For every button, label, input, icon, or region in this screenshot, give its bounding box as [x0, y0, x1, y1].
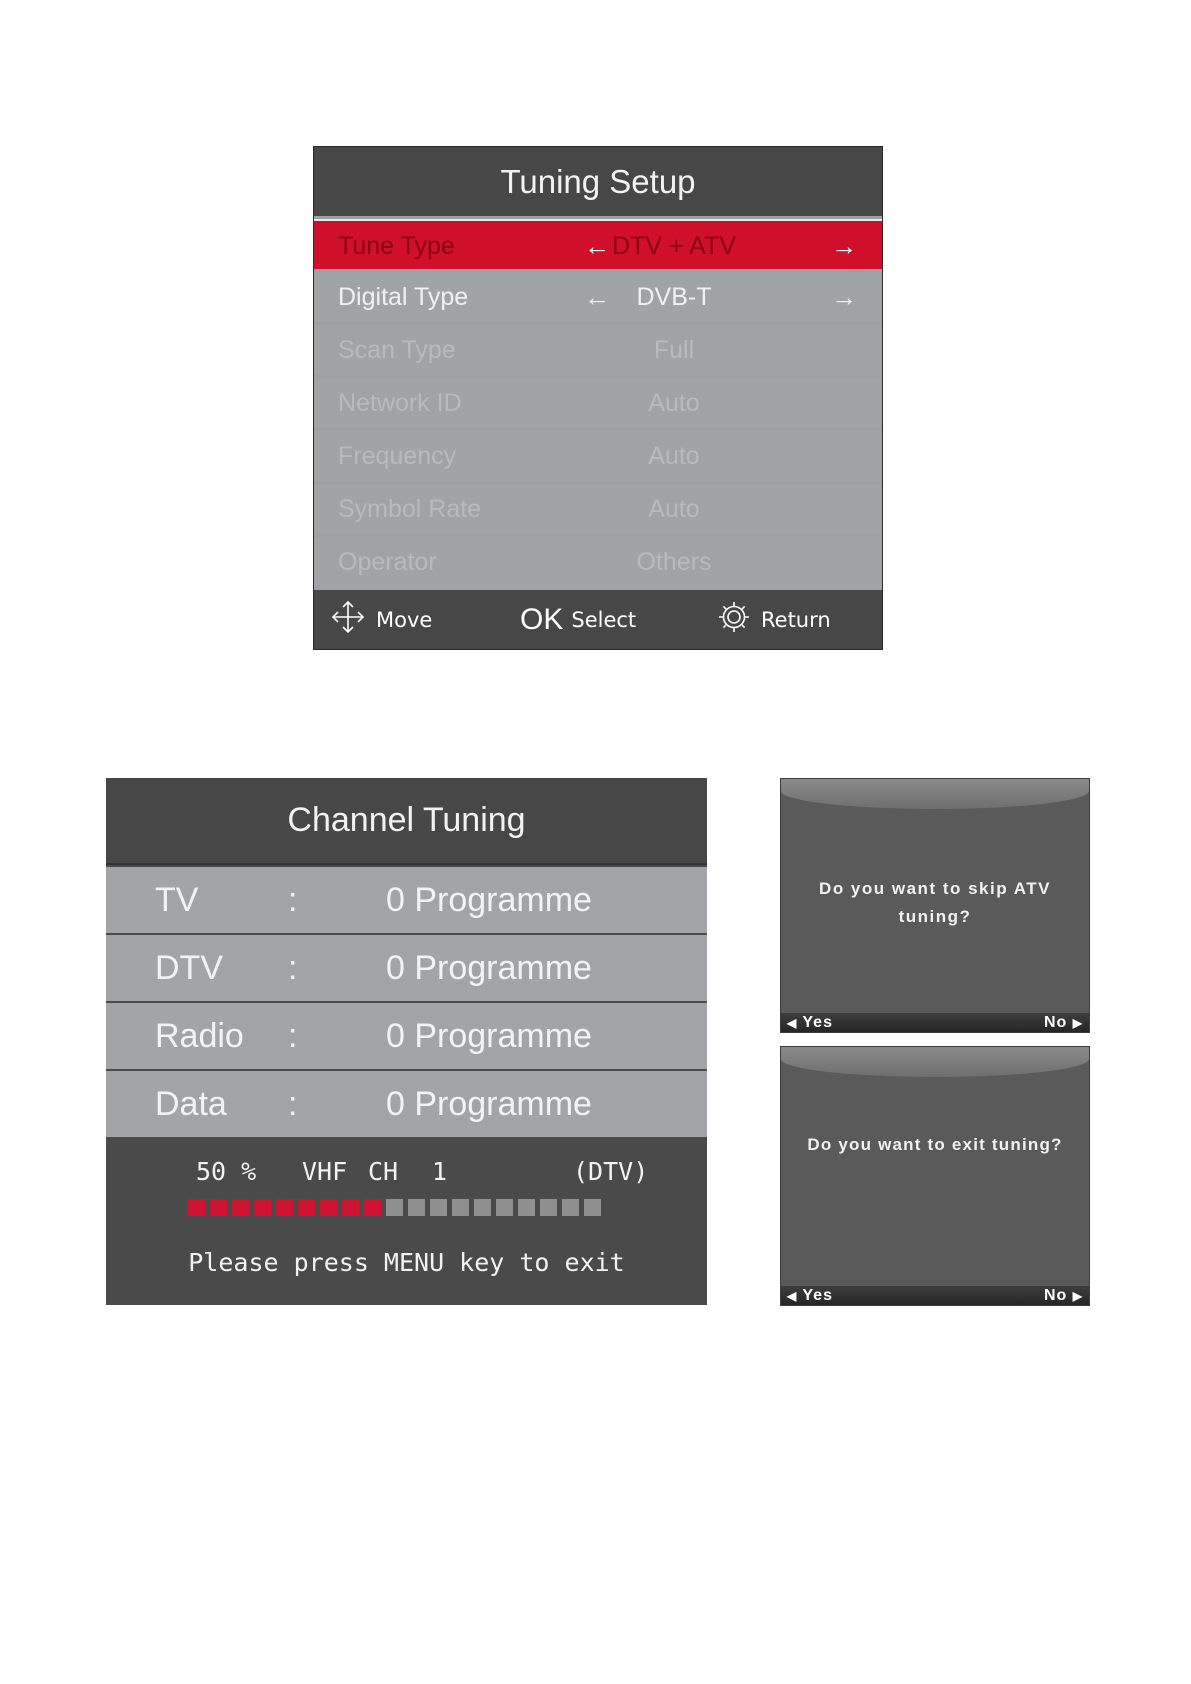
no-button[interactable]	[1044, 1013, 1083, 1033]
yes-label: Yes	[802, 1287, 833, 1304]
row-frequency: Frequency Auto	[314, 431, 882, 481]
dialog-message-line: tuning?	[898, 907, 972, 926]
count-separator: :	[288, 1017, 298, 1055]
progress-bar	[188, 1199, 601, 1216]
count-value: 0 Programme	[386, 1085, 592, 1123]
exit-tuning-dialog	[780, 1046, 1090, 1306]
yes-label: Yes	[802, 1014, 833, 1031]
progress-segment-empty	[452, 1199, 469, 1216]
dialog-message	[791, 875, 1079, 931]
band-label: VHF	[302, 1157, 348, 1186]
row-label: Digital Type	[338, 283, 469, 311]
footer-return-label: Return	[761, 607, 831, 632]
dialog-message-line: Do you want to skip ATV	[819, 879, 1051, 898]
channel-number: 1	[432, 1157, 448, 1186]
count-row-radio	[106, 1003, 707, 1069]
tuning-setup-title: Tuning Setup	[314, 147, 882, 216]
skip-atv-dialog	[780, 778, 1090, 1033]
dialog-button-bar	[781, 1286, 1089, 1305]
progress-segment-empty	[584, 1199, 601, 1216]
progress-segment-empty	[386, 1199, 403, 1216]
count-label: TV	[155, 881, 199, 919]
tuning-mode: (DTV)	[573, 1157, 649, 1186]
count-value: 0 Programme	[386, 949, 592, 987]
dialog-message	[781, 1131, 1089, 1159]
count-separator: :	[288, 881, 298, 919]
row-symbol-rate: Symbol Rate Auto	[314, 484, 882, 534]
count-label: Data	[155, 1085, 227, 1123]
count-label: Radio	[155, 1017, 244, 1055]
row-label: Symbol Rate	[338, 495, 482, 523]
progress-segment-empty	[496, 1199, 513, 1216]
ok-key-icon: OK	[520, 602, 564, 636]
triangle-left-icon: ◀	[787, 1289, 798, 1303]
triangle-right-icon: ▶	[1072, 1289, 1083, 1303]
progress-segment-empty	[518, 1199, 535, 1216]
row-label: Network ID	[338, 389, 462, 417]
count-row-data	[106, 1071, 707, 1137]
row-label: Tune Type	[338, 232, 455, 260]
row-digital-type[interactable]: Digital Type ← DVB-T →	[314, 272, 882, 322]
dialog-button-bar	[781, 1013, 1089, 1032]
row-label: Operator	[338, 548, 437, 576]
progress-segment-empty	[562, 1199, 579, 1216]
count-separator: :	[288, 1085, 298, 1123]
progress-segment-empty	[474, 1199, 491, 1216]
dialog-header	[781, 1047, 1089, 1077]
triangle-right-icon: ▶	[1072, 1016, 1083, 1030]
progress-segment-filled	[254, 1199, 271, 1216]
count-row-dtv	[106, 935, 707, 1001]
arrow-right-icon[interactable]: →	[831, 282, 857, 312]
yes-button[interactable]	[787, 1013, 833, 1033]
tuning-setup-footer	[314, 590, 882, 649]
footer-select	[520, 590, 636, 649]
no-button[interactable]	[1044, 1286, 1083, 1306]
progress-segment-filled	[298, 1199, 315, 1216]
ch-label: CH	[368, 1157, 399, 1186]
row-network-id: Network ID Auto	[314, 378, 882, 428]
tuning-setup-panel	[313, 146, 883, 650]
progress-percent: 50 %	[196, 1157, 257, 1186]
progress-segment-empty	[408, 1199, 425, 1216]
footer-move	[330, 590, 432, 649]
footer-move-label: Move	[376, 607, 433, 632]
row-label: Scan Type	[338, 336, 456, 364]
progress-segment-empty	[540, 1199, 557, 1216]
progress-segment-filled	[364, 1199, 381, 1216]
arrow-right-icon[interactable]: →	[831, 231, 857, 261]
footer-select-label: Select	[571, 607, 637, 632]
count-row-tv	[106, 867, 707, 933]
progress-segment-filled	[342, 1199, 359, 1216]
count-separator: :	[288, 949, 298, 987]
count-value: 0 Programme	[386, 881, 592, 919]
row-label: Frequency	[338, 442, 457, 470]
progress-segment-empty	[430, 1199, 447, 1216]
progress-segment-filled	[232, 1199, 249, 1216]
no-label: No	[1043, 1014, 1068, 1031]
row-operator: Operator Others	[314, 537, 882, 587]
move-icon	[330, 599, 366, 640]
row-scan-type: Scan Type Full	[314, 325, 882, 375]
arrow-left-icon[interactable]: ←	[584, 282, 610, 312]
progress-segment-filled	[210, 1199, 227, 1216]
count-label: DTV	[155, 949, 223, 987]
footer-return	[717, 590, 831, 649]
yes-button[interactable]	[787, 1286, 833, 1306]
row-tune-type[interactable]: Tune Type ← DTV + ATV →	[314, 219, 882, 269]
no-label: No	[1043, 1287, 1068, 1304]
dialog-header	[781, 779, 1089, 809]
progress-segment-filled	[320, 1199, 337, 1216]
triangle-left-icon: ◀	[787, 1016, 798, 1030]
progress-segment-filled	[276, 1199, 293, 1216]
tuning-status	[106, 1137, 707, 1205]
dialog-message-line: Do you want to exit tuning?	[807, 1135, 1063, 1154]
channel-tuning-panel	[106, 778, 707, 1305]
arrow-left-icon[interactable]: ←	[584, 231, 610, 261]
channel-tuning-title: Channel Tuning	[106, 778, 707, 865]
progress-segment-filled	[188, 1199, 205, 1216]
count-value: 0 Programme	[386, 1017, 592, 1055]
exit-hint: Please press MENU key to exit	[188, 1248, 625, 1277]
gear-icon	[717, 600, 751, 639]
